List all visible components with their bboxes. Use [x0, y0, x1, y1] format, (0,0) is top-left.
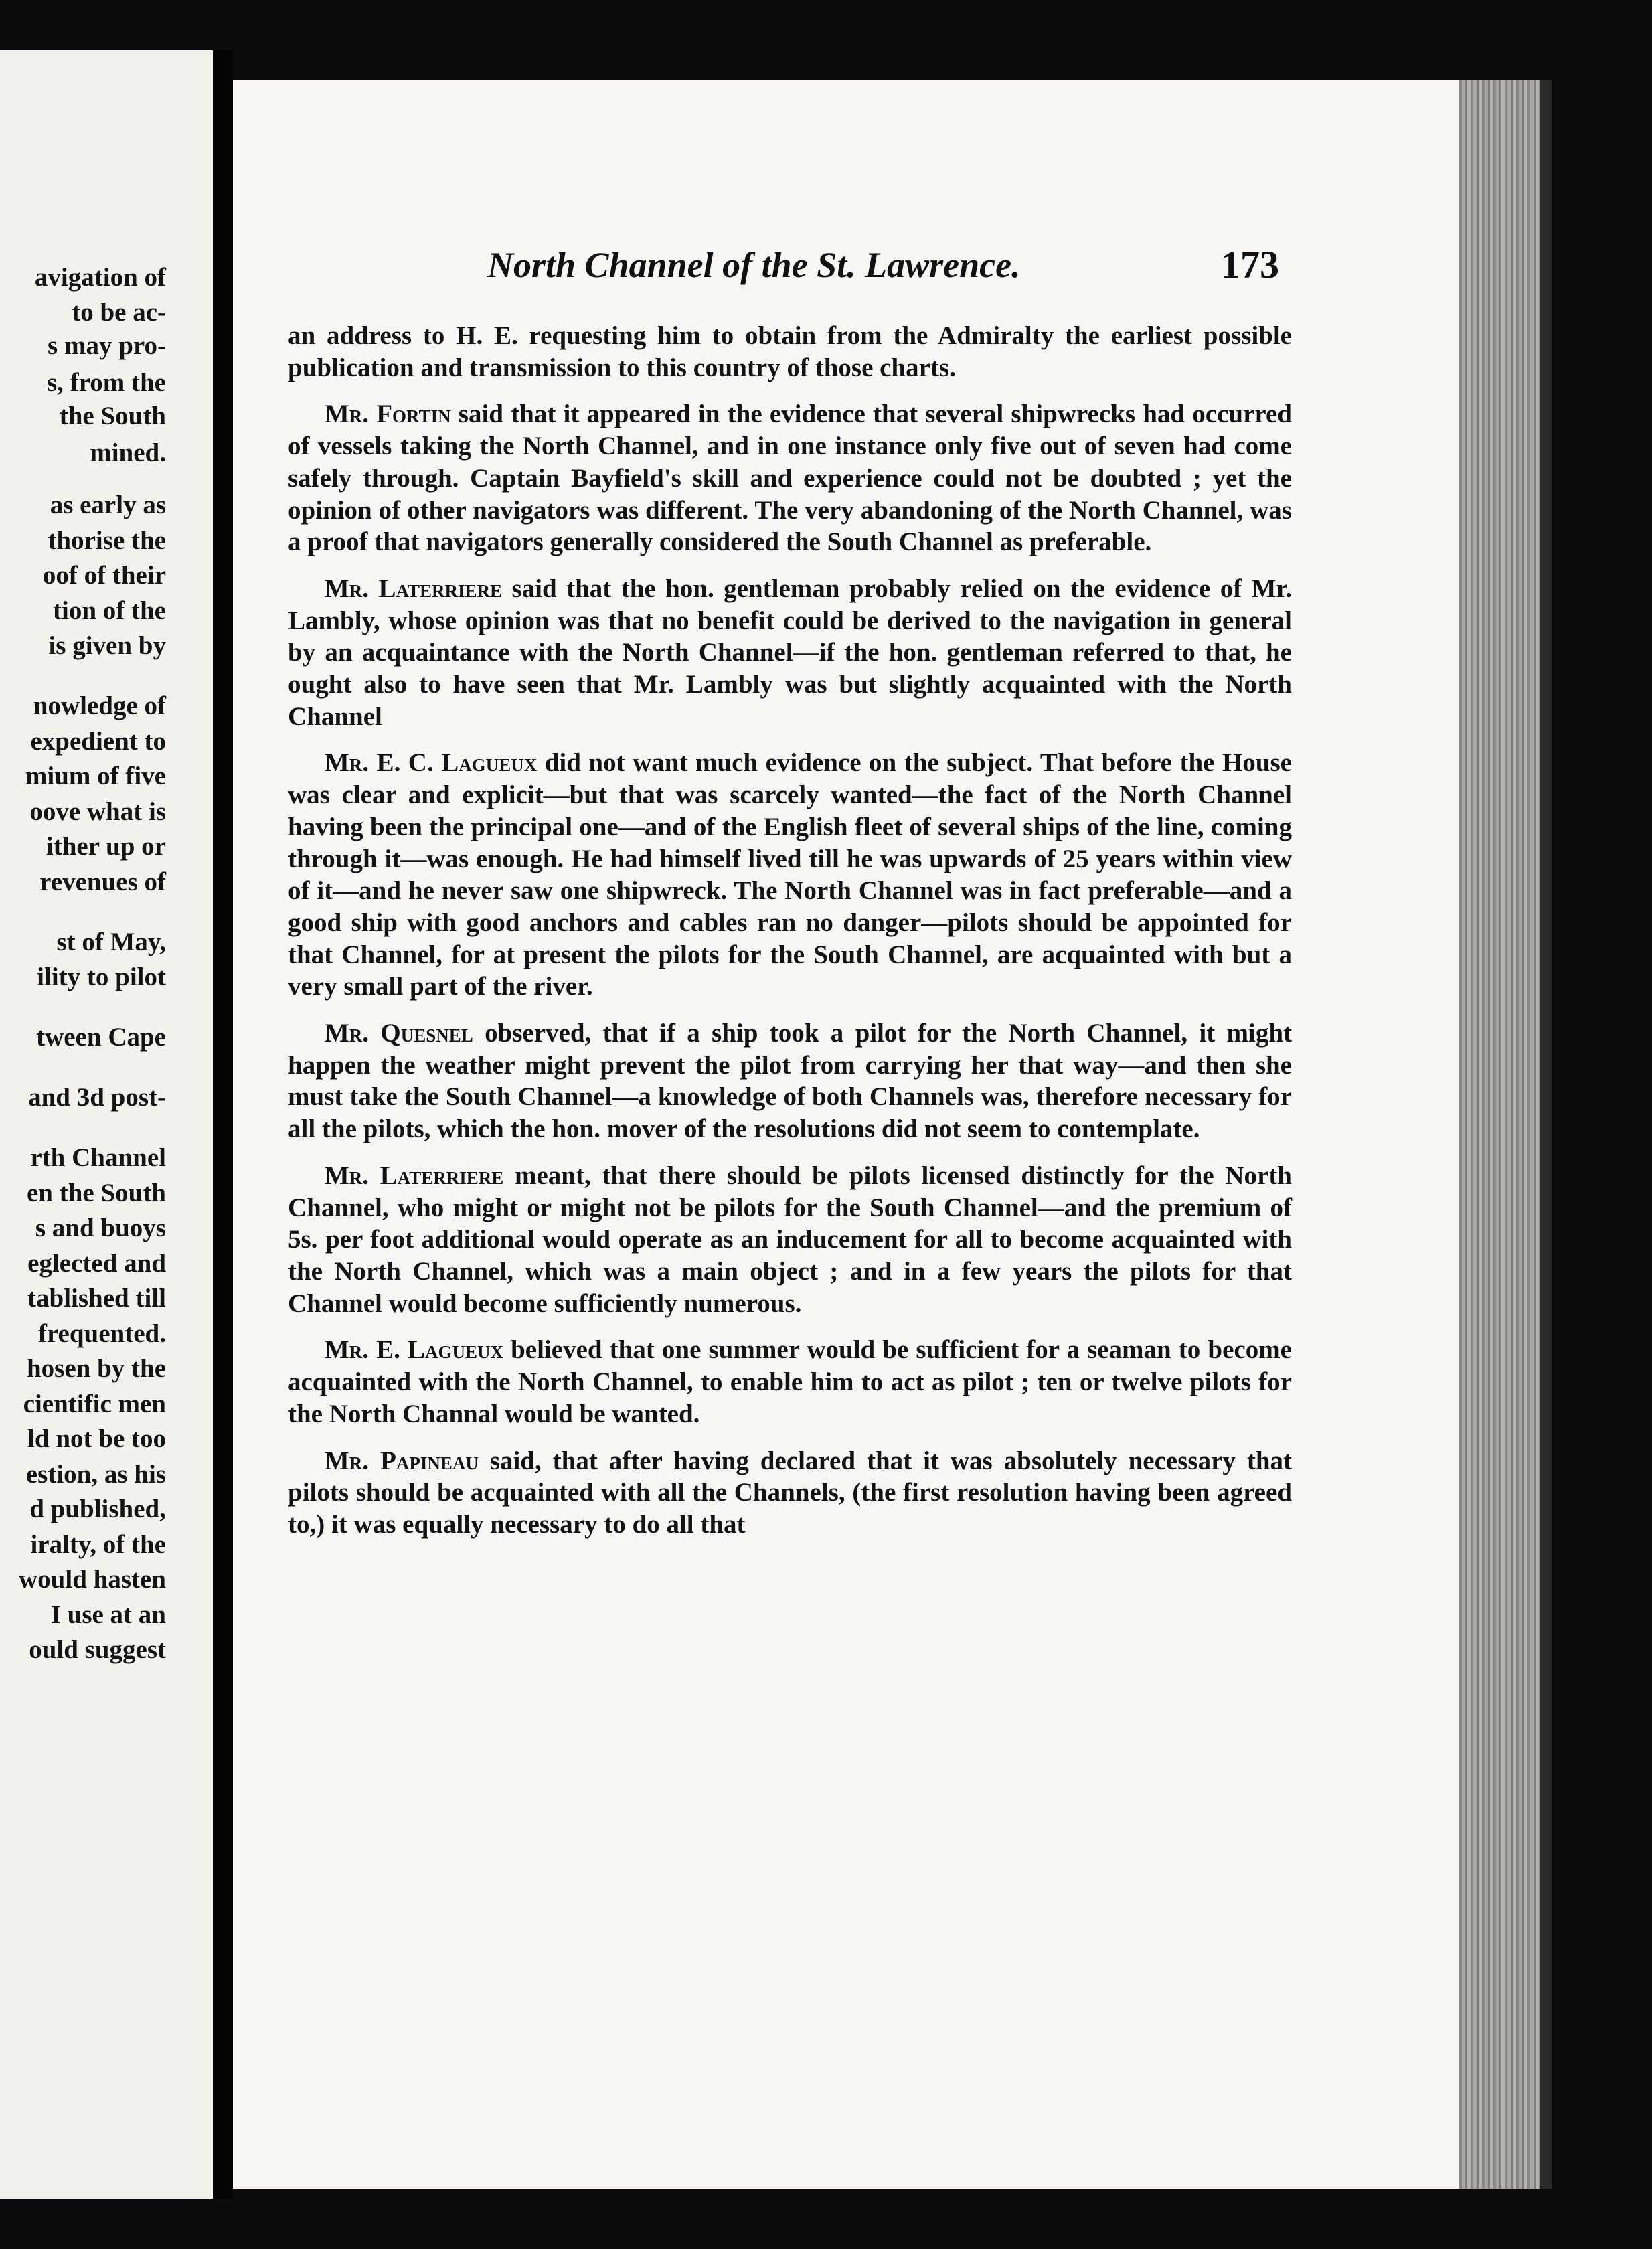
left-page-line: rth Channel [30, 1143, 166, 1172]
paragraph-text: did not want much evidence on the subject. That before the House was clear and explicit—but that was scarcely wanted—the fact of the North Channel having been the principal one—and of the English fleet of several ships of the line, coming through it—was enough. He had himself lived till he was upwards of 25 years within view of it—and he never saw one shipwreck. The North Channel was in fact preferable—and a good ship with good anchors and cables ran no danger—pilots should be appointed for that Channel, for at present the pilots for the South Channel, are acquainted with but a very small part of the river. [288, 748, 1292, 1001]
left-page-line: estion, as his [25, 1460, 166, 1489]
speaker-name: Mr. Laterriere [325, 574, 503, 603]
left-page-line: thorise the [48, 526, 166, 555]
paragraph-text: said that the hon. gentleman probably relied on the evidence of Mr. Lambly, whose opinion was that no benefit could be derived to the navigation in general by an acquaintance with the North Channel—if the hon. gentleman referred to that, he ought also to have seen that Mr. Lambly was but slightly acquainted with the North Channel [288, 574, 1292, 731]
left-page-line: would hasten [19, 1565, 166, 1594]
left-facing-page [0, 50, 213, 2199]
left-page-line: frequented. [37, 1319, 166, 1348]
left-page-line: to be ac- [72, 298, 166, 327]
left-page-line: mined. [90, 438, 166, 467]
paragraph [288, 1445, 1292, 1541]
speaker-name: Mr. Papineau [325, 1446, 479, 1475]
left-page-line: tablished till [27, 1284, 166, 1313]
left-page-line: ld not be too [27, 1424, 166, 1453]
left-page-line: s and buoys [35, 1214, 166, 1242]
paragraph-text: believed that one summer would be sufficient for a seaman to become acquainted with the North Channel, to enable him to act as pilot ; ten or twelve pilots for the North Channal would be wanted. [288, 1335, 1292, 1428]
left-page-line: nowledge of [33, 691, 166, 720]
left-page-line: mium of five [25, 762, 166, 790]
left-page-line: tion of the [53, 596, 166, 625]
left-page-line: en the South [26, 1179, 166, 1207]
left-page-line: st of May, [56, 928, 166, 956]
paragraph [288, 747, 1292, 1003]
left-page-line: expedient to [30, 727, 166, 756]
left-page-line: ility to pilot [37, 963, 166, 991]
left-page-line: is given by [48, 631, 166, 660]
left-page-line: the South [59, 402, 166, 430]
left-page-line: as early as [50, 491, 166, 519]
left-page-line: s, from the [47, 368, 166, 397]
left-page-line: and 3d post- [28, 1083, 166, 1112]
speaker-name: Mr. Quesnel [325, 1019, 473, 1048]
left-page-line: d published, [29, 1495, 166, 1523]
left-page-line: s may pro- [48, 331, 166, 360]
paragraph [288, 1160, 1292, 1320]
left-page-line: iralty, of the [30, 1530, 166, 1559]
left-page-line: tween Cape [36, 1023, 166, 1052]
speaker-name: Mr. E. Lagueux [325, 1335, 504, 1365]
left-page-line: avigation of [34, 263, 166, 292]
paragraph-text: an address to H. E. requesting him to obtain from the Admiralty the earliest possible publication and transmission to this country of those charts. [288, 321, 1292, 382]
speaker-name: Mr. Laterriere [325, 1161, 504, 1190]
paragraph-text: said, that after having declared that it was absolutely necessary that pilots should be acquainted with all the Channels, (the first resolution having been agreed to,) it was equally necessary to do all that [288, 1446, 1293, 1539]
left-page-line: hosen by the [26, 1354, 166, 1383]
page-body [288, 320, 1292, 1556]
left-page-line: revenues of [39, 867, 166, 896]
speaker-name: Mr. Fortin [325, 400, 451, 429]
left-page-line: ither up or [46, 832, 166, 861]
page-edge-strip [1459, 80, 1540, 2189]
left-page-line: oove what is [29, 797, 166, 826]
left-page-line: cientific men [23, 1390, 166, 1418]
page-number: 173 [1221, 243, 1279, 286]
paragraph [288, 573, 1292, 733]
page-edge-shadow [1540, 80, 1552, 2189]
left-page-line: oof of their [42, 561, 166, 590]
left-page-line: eglected and [27, 1249, 166, 1278]
paragraph-text: meant, that there should be pilots licensed distinctly for the North Channel, who might or might not be pilots for the South Channel—and the premium of 5s. per foot additional would operate as an inducement for all to become acquainted with the North Channel, which was a main object ; and in a few years the pilots for that Channel would become sufficiently numerous. [288, 1161, 1292, 1318]
paragraph-text: said that it appeared in the evidence that several shipwrecks had occurred of vessels taking the North Channel, and in one instance only five out of seven had come safely through. Captain Bayfield's skill and experience could not be doubted ; yet the opinion of other navigators was different. The very abandoning of the North Channel, was a proof that navigators generally considered the South Channel as preferable. [288, 400, 1292, 557]
paragraph [288, 1334, 1292, 1430]
paragraph [288, 398, 1292, 558]
left-page-line: ould suggest [29, 1635, 166, 1664]
running-head-title: North Channel of the St. Lawrence. [487, 245, 1021, 285]
book-gutter [213, 50, 233, 2199]
left-page-line: I use at an [50, 1600, 166, 1629]
paragraph [288, 320, 1292, 384]
paragraph-text: observed, that if a ship took a pilot for the North Channel, it might happen the weather might prevent the pilot from carrying her that way—and then she must take the South Channel—a knowledge of both Channels was, therefore necessary for all the pilots, which the hon. mover of the resolutions did not seem to contemplate. [288, 1019, 1292, 1144]
speaker-name: Mr. E. C. Lagueux [325, 748, 538, 778]
paragraph [288, 1017, 1292, 1145]
